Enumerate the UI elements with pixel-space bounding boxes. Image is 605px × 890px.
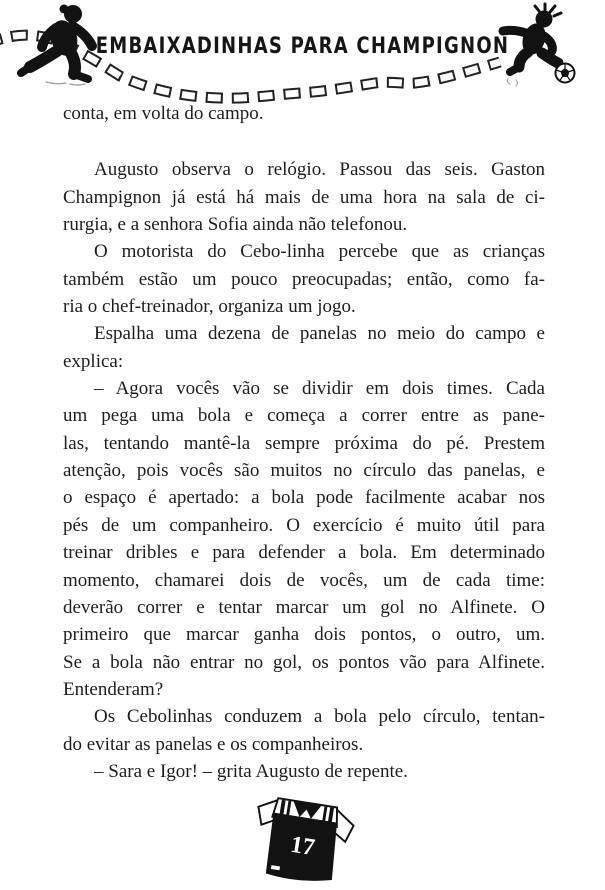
text-line: Augusto observa o relógio. Passou das seis. Gaston	[94, 159, 545, 181]
text-line: treinar dribles e para defender a bola. Em determinado	[63, 542, 545, 564]
text-line: Os Cebolinhas conduzem a bola pelo círculo, tentan-	[94, 706, 545, 728]
soccer-ball-icon	[556, 64, 575, 83]
text-line: deverão correr e tentar marcar um gol no Alfinete. O	[63, 596, 545, 618]
text-line: rurgia, e a senhora Sofia ainda não telefonou.	[63, 214, 408, 236]
text-line: primeiro que marcar ganha dois pontos, o outro, um.	[63, 624, 545, 646]
text-line: ria o chef-treinador, organiza um jogo.	[63, 296, 356, 318]
soccer-jersey-icon	[241, 792, 365, 888]
text-line: – Sara e Igor! – grita Augusto de repente.	[94, 760, 408, 782]
paragraph	[63, 238, 545, 320]
text-line: – Agora vocês vão se dividir em dois times. Cada	[94, 378, 545, 400]
text-line: também estão um pouco preocupadas; então, como fa-	[63, 268, 545, 290]
paragraph	[63, 758, 545, 785]
text-line: Se a bola não entrar no gol, os pontos vão para Alfinete.	[63, 651, 545, 673]
paragraph	[63, 100, 545, 127]
text-line: atenção, pois vocês são muitos no círculo das panelas, e	[63, 460, 545, 482]
text-line: um pega uma bola e começa a correr entre as pane-	[63, 405, 545, 427]
paragraph	[63, 320, 545, 375]
text-line: Espalha uma dezena de panelas no meio do campo e	[94, 323, 545, 345]
text-line: Champignon já está há mais de uma hora na sala de ci-	[63, 186, 545, 208]
text-line: O motorista do Cebo-linha percebe que as crianças	[94, 241, 545, 263]
paragraph	[63, 703, 545, 758]
text-block	[63, 100, 545, 785]
paragraph	[63, 156, 545, 238]
text-line: momento, chamarei dois de vocês, um de cada time:	[63, 569, 545, 591]
text-line: las, tentando mantê-la sempre próxima do pé. Prestem	[63, 432, 545, 454]
chapter-title: EMBAIXADINHAS PARA CHAMPIGNON	[95, 34, 510, 59]
text-line: pés de um companheiro. O exercício é muito útil para	[63, 514, 545, 536]
text-line: explica:	[63, 350, 124, 372]
text-line: Entenderam?	[63, 678, 164, 700]
text-line: o espaço é apertado: a bola pode facilmente acabar nos	[63, 487, 545, 509]
page-number: 17	[288, 831, 317, 862]
paragraph	[63, 375, 545, 703]
text-line: do evitar as panelas e os companheiros.	[63, 733, 364, 755]
text-line: conta, em volta do campo.	[63, 103, 264, 124]
